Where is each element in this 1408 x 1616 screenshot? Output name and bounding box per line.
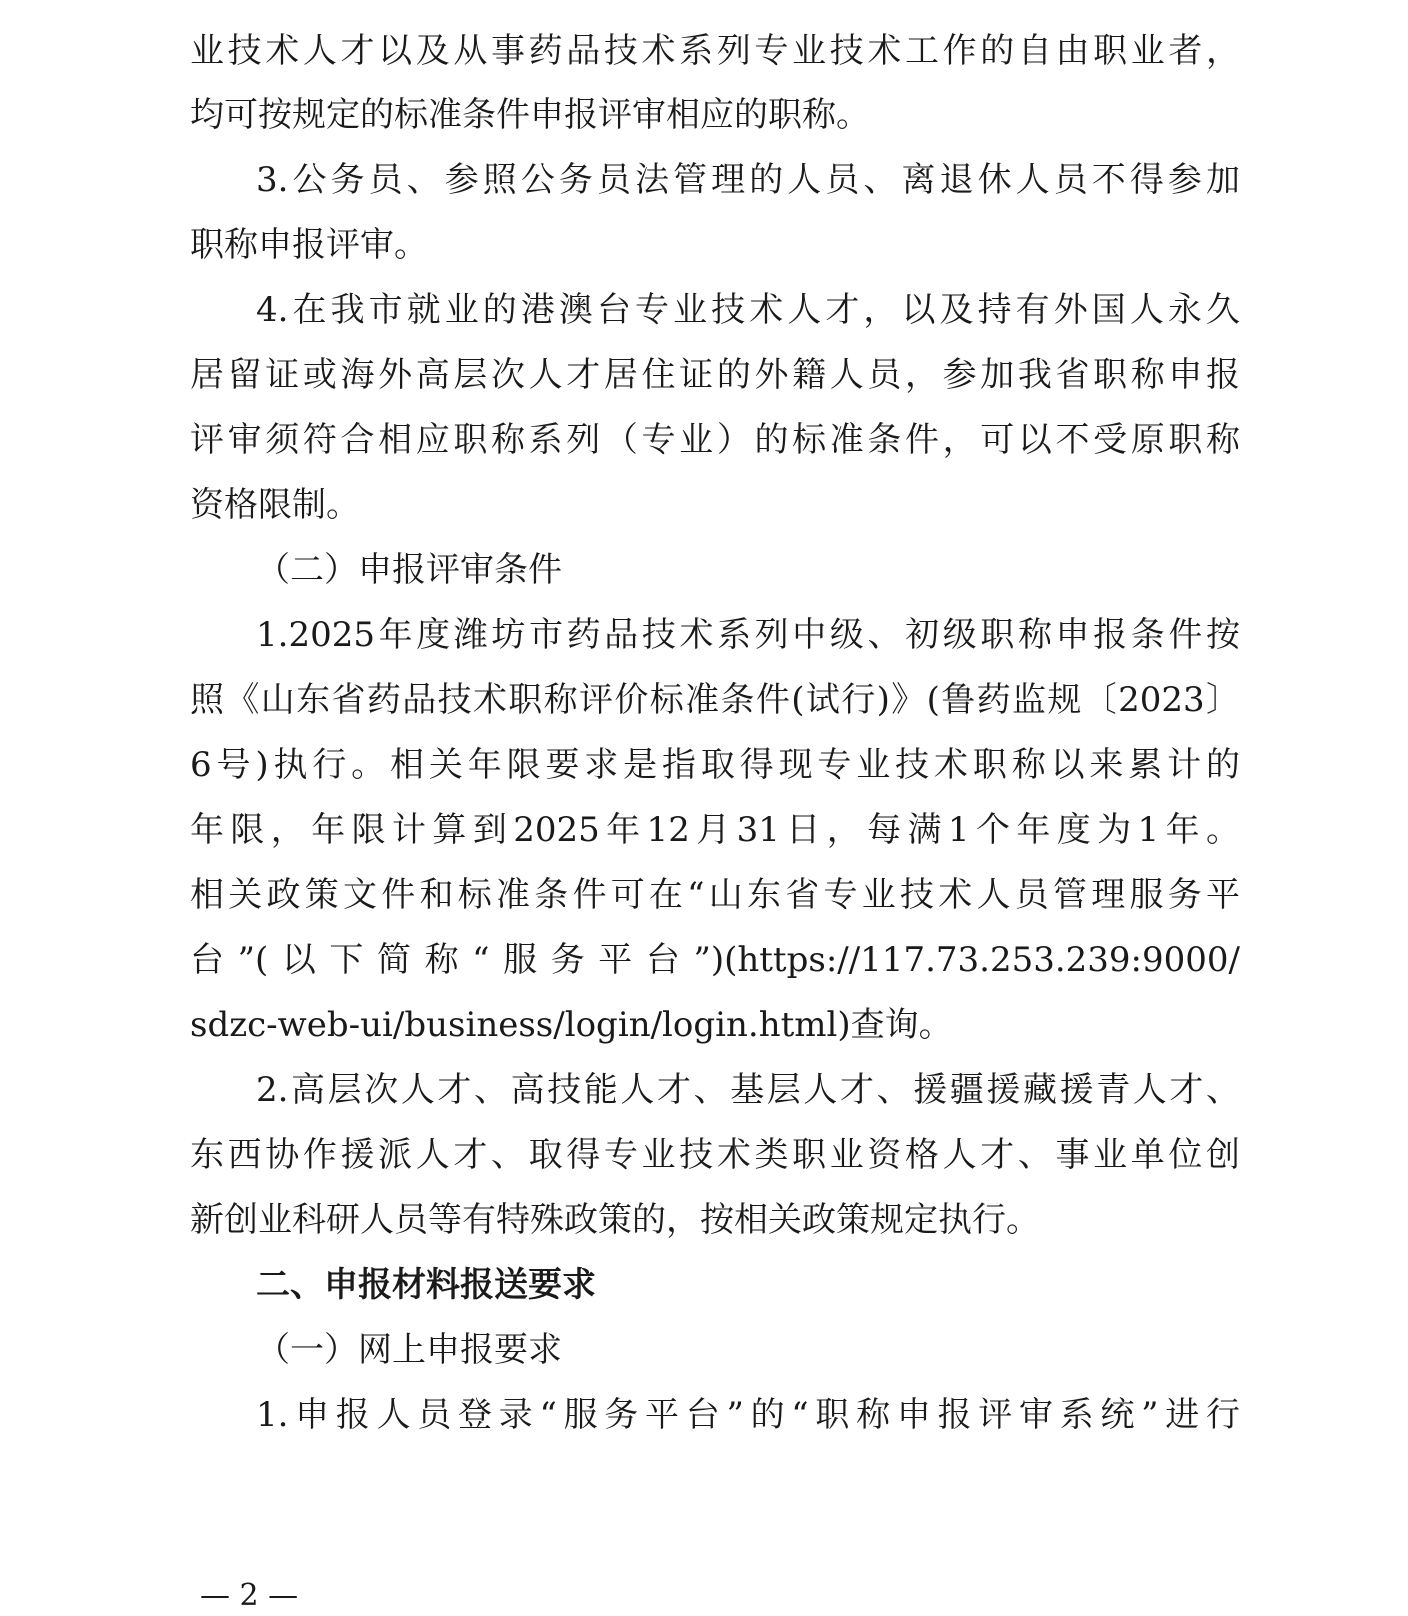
text-line: 3.公务员、参照公务员法管理的人员、离退休人员不得参加 (256, 160, 1240, 200)
text-line: 东西协作援派人才、取得专业技术类职业资格人才、事业单位创 (190, 1135, 1240, 1175)
text-line: 相关政策文件和标准条件可在“山东省专业技术人员管理服务平 (190, 875, 1240, 915)
text-line: 均可按规定的标准条件申报评审相应的职称。 (190, 95, 870, 135)
text-line: 新创业科研人员等有特殊政策的，按相关政策规定执行。 (190, 1200, 1040, 1240)
text-line: 1.2025年度潍坊市药品技术系列中级、初级职称申报条件按 (256, 615, 1240, 655)
text-line: 2.高层次人才、高技能人才、基层人才、援疆援藏援青人才、 (256, 1070, 1240, 1110)
text-line: 业技术人才以及从事药品技术系列专业技术工作的自由职业者， (190, 31, 1240, 71)
text-line: 台”(以下简称“服务平台”)(https://117.73.253.239:9000/ (190, 940, 1240, 980)
text-line: 职称申报评审。 (190, 225, 428, 265)
section-heading: 二、申报材料报送要求 (256, 1265, 596, 1305)
section-subheading: （一）网上申报要求 (256, 1330, 562, 1370)
section-subheading: （二）申报评审条件 (256, 550, 562, 590)
text-line: 照《山东省药品技术职称评价标准条件(试行)》(鲁药监规〔2023〕 (190, 680, 1240, 720)
text-line: 资格限制。 (190, 485, 360, 525)
text-line: 6号)执行。相关年限要求是指取得现专业技术职称以来累计的 (190, 745, 1240, 785)
text-line: 居留证或海外高层次人才居住证的外籍人员，参加我省职称申报 (190, 355, 1240, 395)
text-line: 评审须符合相应职称系列（专业）的标准条件，可以不受原职称 (190, 420, 1240, 460)
text-line: 年限，年限计算到2025年12月31日，每满1个年度为1年。 (190, 810, 1240, 850)
page-number: — 2 — (200, 1578, 299, 1613)
text-line: 1.申报人员登录“服务平台”的“职称申报评审系统”进行 (256, 1395, 1240, 1435)
text-line: sdzc-web-ui/business/login/login.html)查询。 (190, 1005, 953, 1045)
text-line: 4.在我市就业的港澳台专业技术人才，以及持有外国人永久 (256, 290, 1240, 330)
